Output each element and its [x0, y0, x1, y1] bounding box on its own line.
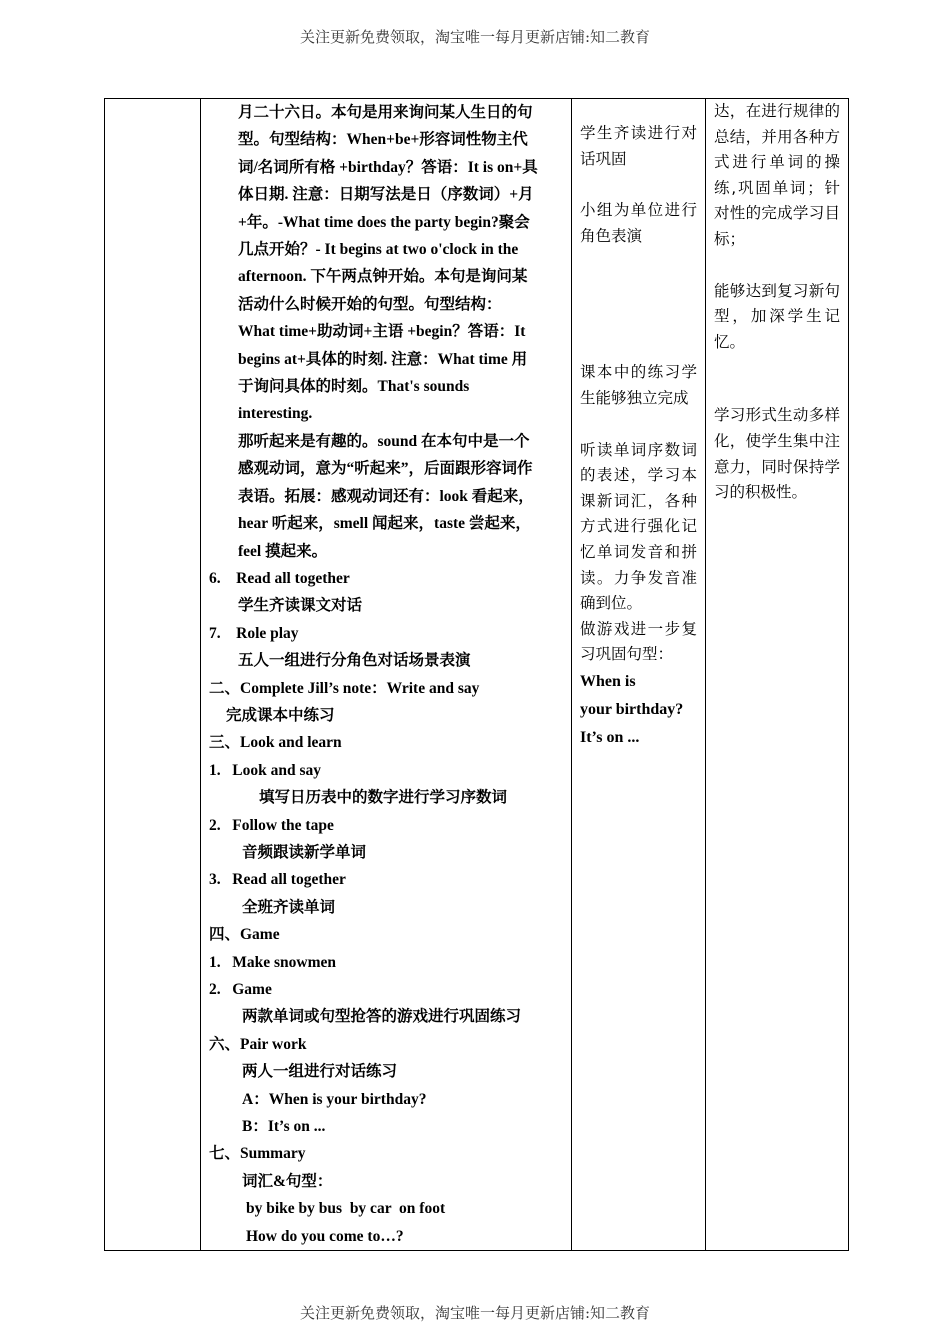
content-line: 体日期. 注意：日期写法是日（序数词）+月 — [238, 186, 534, 204]
method-item: 课本中的练习学生能够独立完成 — [580, 363, 697, 407]
teaching-content — [201, 99, 571, 1250]
content-line: 词汇&句型： — [242, 1172, 333, 1190]
teaching-content-cell — [201, 99, 572, 1251]
content-line: 7. Role play — [209, 624, 299, 642]
content-line: 七、Summary — [209, 1145, 306, 1163]
purpose-item: 能够达到复习新句型，加深学生记忆。 — [714, 281, 840, 351]
content-line: 填写日历表中的数字进行学习序数词 — [259, 789, 508, 807]
content-line: 音频跟读新学单词 — [242, 843, 367, 861]
method-item-english: It’s on ... — [580, 728, 640, 746]
content-line: interesting. — [238, 405, 313, 423]
method-item-english: When is — [580, 672, 636, 690]
content-line: 全班齐读单词 — [242, 898, 336, 916]
content-line: 表语。拓展：感观动词还有：look 看起来， — [238, 487, 534, 505]
content-line: afternoon. 下午两点钟开始。本句是询问某 — [238, 268, 528, 286]
teaching-method-cell — [572, 99, 706, 1251]
method-item: 学生齐读进行对话巩固 — [580, 124, 697, 168]
content-line: feel 摸起来。 — [238, 542, 328, 560]
content-line: hear 听起来，smell 闻起来，taste 尝起来， — [238, 515, 531, 533]
purpose-item: 达，在进行规律的总结，并用各种方式进行单词的操练,巩固单词；针对性的完成学习目标； — [714, 102, 840, 248]
method-item: 听读单词序数词的表述，学习本课新词汇，各种方式进行强化记忆单词发音和拼读。力争发音准确到位。 — [580, 440, 697, 613]
content-line: What time+助动词+主语 +begin？答语：It — [238, 323, 526, 341]
content-line: +年。-What time does the party begin?聚会 — [238, 213, 530, 231]
content-line: 两人一组进行对话练习 — [242, 1063, 398, 1081]
content-line: 六、Pair work — [209, 1035, 307, 1053]
content-line: 四、Game — [209, 926, 280, 944]
content-line: B：It’s on ... — [242, 1118, 326, 1136]
content-line: 三、Look and learn — [209, 734, 342, 752]
content-line: 学生齐读课文对话 — [238, 597, 363, 615]
method-item: 小组为单位进行角色表演 — [580, 201, 697, 245]
content-line: 1. Make snowmen — [209, 953, 337, 971]
content-line: 活动什么时候开始的句型。句型结构： — [238, 295, 502, 313]
content-line: 月二十六日。本句是用来询问某人生日的句 — [238, 104, 533, 121]
teaching-purpose — [706, 99, 848, 506]
content-line: 型。句型结构：When+be+形容词性物主代 — [238, 131, 528, 149]
content-line: How do you come to…? — [246, 1227, 404, 1245]
content-line: 感观动词，意为“听起来”，后面跟形容词作 — [238, 460, 533, 478]
content-line: begins at+具体的时刻. 注意：What time 用 — [238, 350, 528, 368]
content-line: 那听起来是有趣的。sound 在本句中是一个 — [238, 432, 530, 450]
content-line: 二、Complete Jill’s note：Write and say — [209, 679, 480, 697]
content-line: 几点开始？- It begins at two o'clock in the — [238, 241, 519, 259]
content-line: by bike by bus by car on foot — [246, 1200, 446, 1218]
content-line: 词/名词所有格 +birthday？答语：It is on+具 — [238, 158, 538, 176]
content-line: 两款单词或句型抢答的游戏进行巩固练习 — [242, 1008, 522, 1026]
method-item-english: your birthday? — [580, 700, 684, 718]
content-line: 2. Game — [209, 981, 272, 998]
lesson-plan-table — [104, 98, 849, 1251]
content-line: A：When is your birthday? — [242, 1090, 427, 1108]
purpose-item: 学习形式生动多样化，使学生集中注意力，同时保持学习的积极性。 — [714, 406, 840, 502]
content-line: 6. Read all together — [209, 569, 350, 587]
stage-cell — [105, 99, 201, 1251]
page-footer: 关注更新免费领取，淘宝唯一每月更新店铺:知二教育 — [299, 1304, 651, 1322]
page-header: 关注更新免费领取，淘宝唯一每月更新店铺:知二教育 — [299, 28, 651, 46]
content-line: 1. Look and say — [209, 761, 321, 779]
teaching-purpose-cell — [706, 99, 849, 1251]
content-line: 2. Follow the tape — [209, 816, 334, 834]
table-row — [105, 99, 849, 1251]
method-item: 做游戏进一步复习巩固句型： — [580, 619, 697, 664]
teaching-method — [572, 121, 705, 752]
content-line: 3. Read all together — [209, 871, 346, 889]
content-line: 五人一组进行分角色对话场景表演 — [238, 652, 471, 670]
content-line: 于询问具体的时刻。That's sounds — [238, 378, 470, 396]
content-line: 完成课本中练习 — [226, 706, 335, 724]
